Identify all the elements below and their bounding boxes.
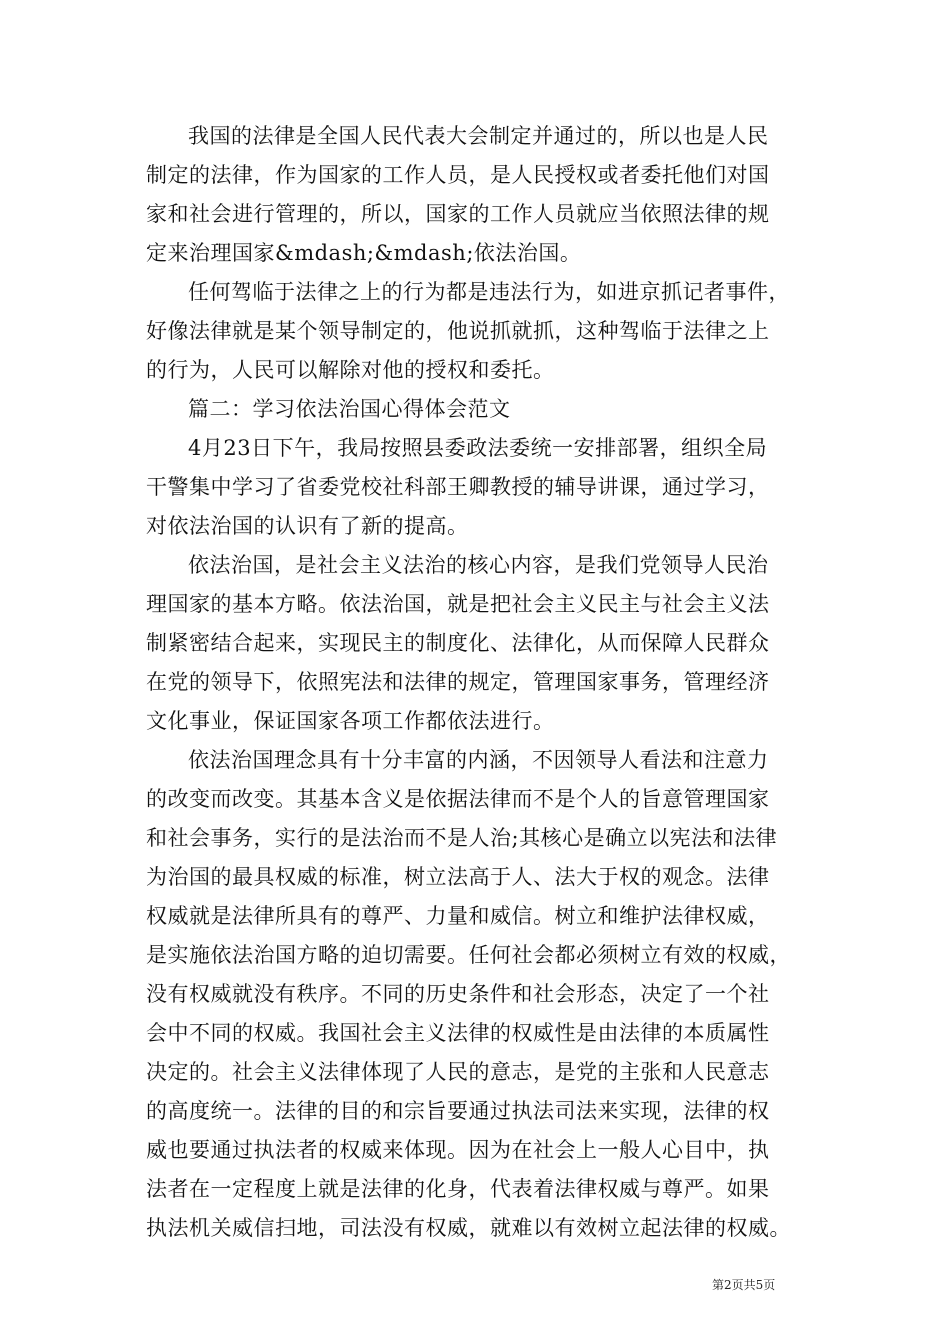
text-line: 干警集中学习了省委党校社科部王卿教授的辅导讲课，通过学习， (146, 475, 770, 499)
text-line: 的改变而改变。其基本含义是依据法律而不是个人的旨意管理国家 (146, 787, 770, 811)
paragraph-5 (146, 741, 822, 1248)
text-line: 法者在一定程度上就是法律的化身，代表着法律权威与尊严。如果 (146, 1177, 770, 1201)
text-line: 为治国的最具权威的标准，树立法高于人、法大于权的观念。法律 (146, 865, 770, 889)
text-line: 定来治理国家&mdash;&mdash;依法治国。 (146, 241, 582, 265)
text-line: 的高度统一。法律的目的和宗旨要通过执法司法来实现，法律的权 (146, 1099, 770, 1123)
paragraph-2 (146, 273, 822, 390)
text-line: 在党的领导下，依照宪法和法律的规定，管理国家事务，管理经济 (146, 670, 770, 694)
text-line: 我国的法律是全国人民代表大会制定并通过的，所以也是人民 (188, 124, 769, 148)
document-body (146, 117, 822, 1248)
text-line: 是实施依法治国方略的迫切需要。任何社会都必须树立有效的权威， (146, 943, 791, 967)
text-line: 文化事业，保证国家各项工作都依法进行。 (146, 709, 555, 733)
page-number: 第2页共5页 (712, 1278, 776, 1292)
text-line: 执法机关威信扫地，司法没有权威，就难以有效树立起法律的权威。 (146, 1216, 791, 1240)
text-line: 家和社会进行管理的，所以，国家的工作人员就应当依照法律的规 (146, 202, 770, 226)
text-line: 的行为，人民可以解除对他的授权和委托。 (146, 358, 555, 382)
text-line: 理国家的基本方略。依法治国，就是把社会主义民主与社会主义法 (146, 592, 770, 616)
text-line: 会中不同的权威。我国社会主义法律的权威性是由法律的本质属性 (146, 1021, 770, 1045)
text-line: 依法治国，是社会主义法治的核心内容，是我们党领导人民治 (188, 553, 769, 577)
text-line: 和社会事务，实行的是法治而不是人治;其核心是确立以宪法和法律 (146, 826, 778, 850)
text-line: 没有权威就没有秩序。不同的历史条件和社会形态，决定了一个社 (146, 982, 770, 1006)
text-line: 对依法治国的认识有了新的提高。 (146, 514, 469, 538)
text-line: 好像法律就是某个领导制定的，他说抓就抓，这种驾临于法律之上 (146, 319, 770, 343)
paragraph-1 (146, 117, 822, 273)
text-line: 权威就是法律所具有的尊严、力量和威信。树立和维护法律权威， (146, 904, 770, 928)
paragraph-4 (146, 546, 822, 741)
text-line: 依法治国理念具有十分丰富的内涵，不因领导人看法和注意力 (188, 748, 769, 772)
text-line: 威也要通过执法者的权威来体现。因为在社会上一般人心目中，执 (146, 1138, 770, 1162)
section-heading (146, 390, 822, 429)
text-line: 制紧密结合起来，实现民主的制度化、法律化，从而保障人民群众 (146, 631, 770, 655)
text-line: 任何驾临于法律之上的行为都是违法行为，如进京抓记者事件， (188, 280, 790, 304)
text-line: 制定的法律，作为国家的工作人员，是人民授权或者委托他们对国 (146, 163, 770, 187)
text-line: 决定的。社会主义法律体现了人民的意志，是党的主张和人民意志 (146, 1060, 770, 1084)
paragraph-3 (146, 429, 822, 546)
text-line: 4月23日下午，我局按照县委政法委统一安排部署，组织全局 (188, 436, 768, 460)
section-title: 篇二：学习依法治国心得体会范文 (188, 397, 511, 421)
